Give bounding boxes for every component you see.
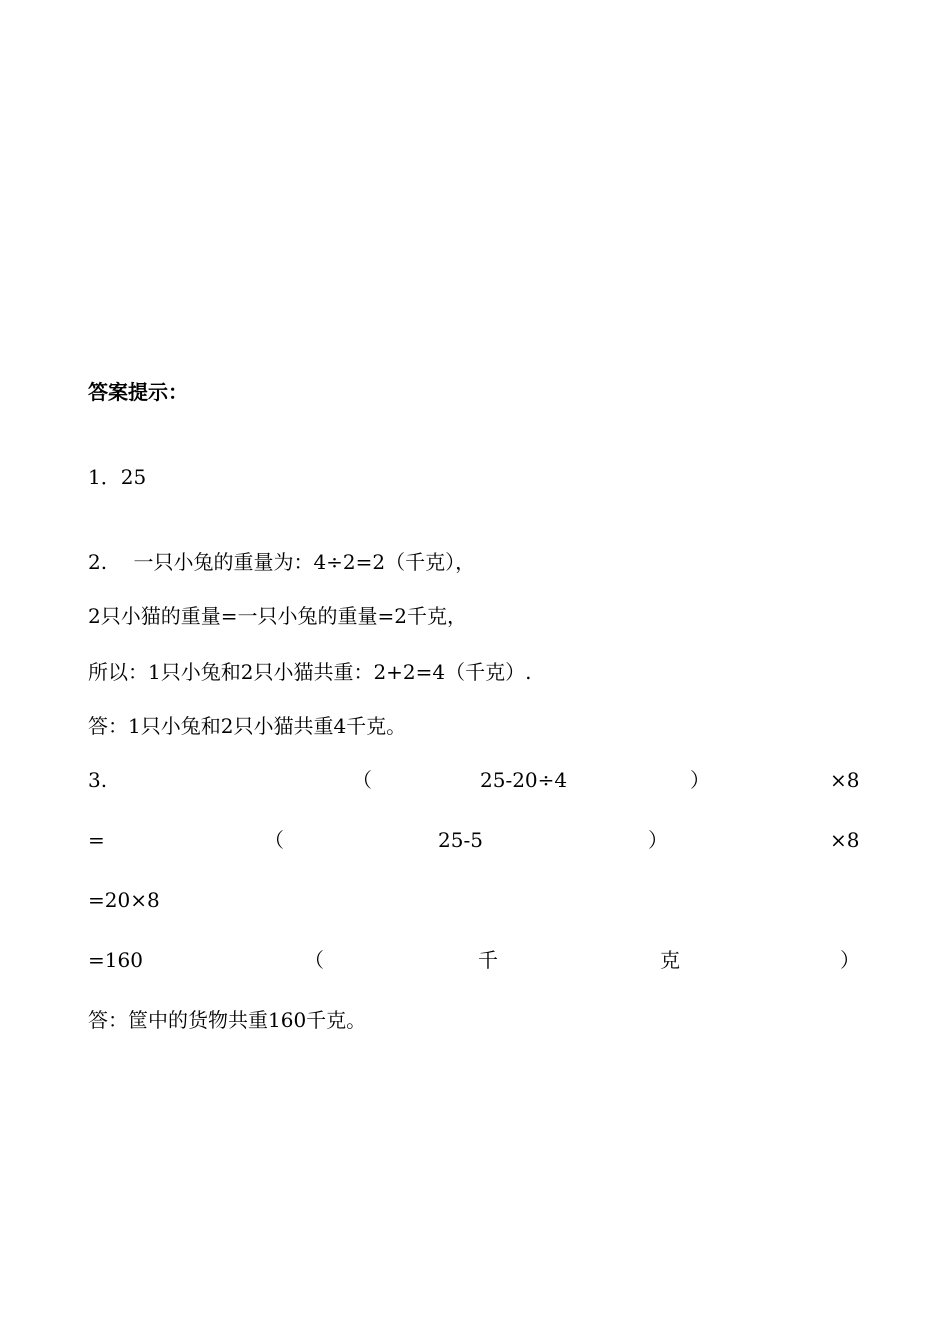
- unit-char-2: 克: [660, 948, 680, 972]
- answer-1: 1．25: [88, 465, 147, 489]
- answer-2-line-1: 2. 一只小兔的重量为：4÷2=2（千克），: [88, 550, 476, 574]
- answer-3-number: 3.: [88, 768, 108, 792]
- answer-2-line-3: 所以：1只小兔和2只小猫共重：2+2=4（千克）.: [88, 660, 532, 684]
- answer-3-row-3: =20×8: [88, 888, 160, 912]
- expression: 25-20÷4: [480, 768, 568, 792]
- close-paren: ）: [840, 948, 860, 972]
- answer-2-line-4: 答：1只小兔和2只小猫共重4千克。: [88, 714, 407, 738]
- expression: 25-5: [438, 828, 483, 852]
- close-paren: ）: [690, 768, 710, 792]
- open-paren: （: [352, 768, 372, 792]
- answer-2-line-2: 2只小猫的重量=一只小兔的重量=2千克，: [88, 604, 467, 628]
- answer-3-conclusion: 答：筐中的货物共重160千克。: [88, 1008, 367, 1032]
- open-paren: （: [304, 948, 324, 972]
- answer-hints-heading: 答案提示：: [88, 380, 188, 404]
- multiplier: ×8: [830, 828, 860, 852]
- open-paren: （: [264, 828, 284, 852]
- multiplier: ×8: [830, 768, 860, 792]
- close-paren: ）: [648, 828, 668, 852]
- unit-char-1: 千: [478, 948, 498, 972]
- result: =160: [88, 948, 143, 972]
- equals-sign: =: [88, 828, 105, 852]
